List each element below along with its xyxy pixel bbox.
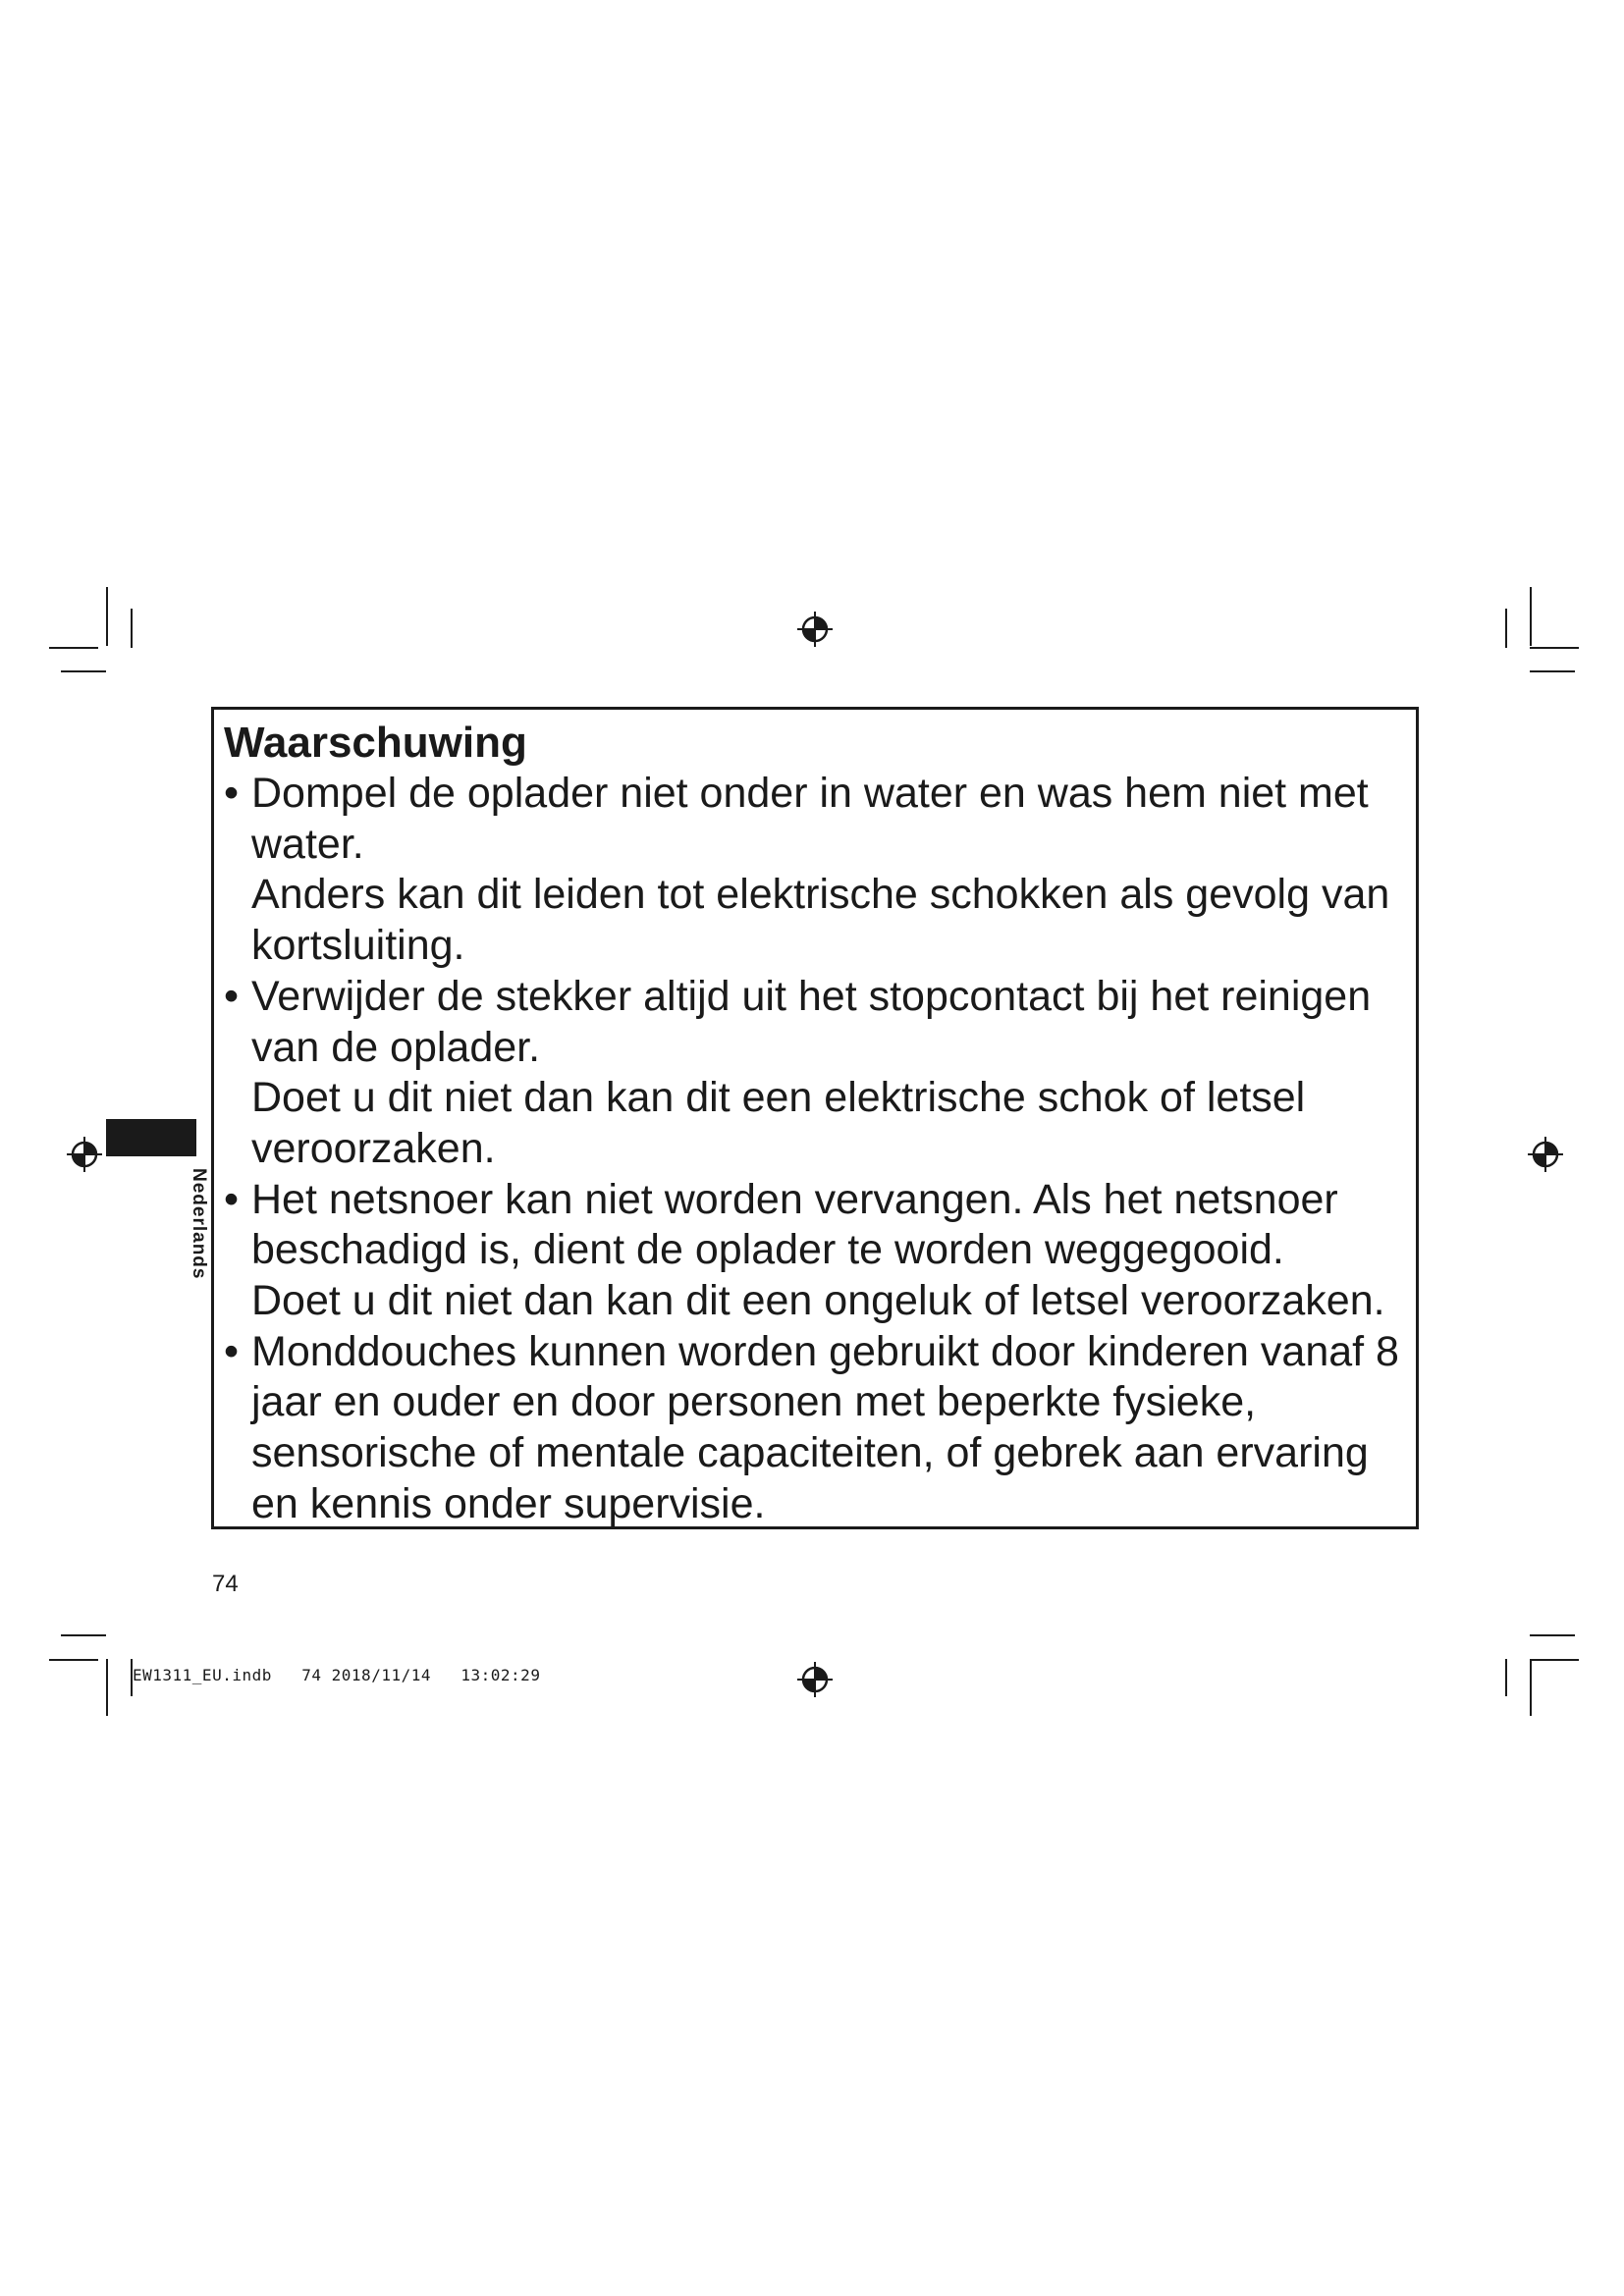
warning-detail: Doet u dit niet dan kan dit een elektrische schok of letsel veroorzaken. [251, 1074, 1306, 1172]
warning-text: Dompel de oplader niet onder in water en was hem niet met water. [251, 770, 1369, 868]
crop-mark [49, 1659, 98, 1661]
warning-item [224, 769, 1404, 972]
warning-item [224, 972, 1404, 1175]
bullet-icon: • [224, 972, 240, 1020]
print-slug: EW1311_EU.indb 74 2018/11/14 13:02:29 [133, 1666, 541, 1684]
crop-mark [1530, 1659, 1532, 1716]
crop-mark [1530, 1659, 1579, 1661]
warning-list [224, 769, 1404, 1530]
registration-mark-icon [67, 1137, 102, 1172]
crop-mark [1530, 587, 1532, 646]
warning-text: Het netsnoer kan niet worden vervangen. Als het netsnoer beschadigd is, dient de oplader te worden weggegooid. [251, 1175, 1338, 1274]
crop-mark [1530, 647, 1579, 649]
warning-detail: Doet u dit niet dan kan dit een ongeluk of letsel veroorzaken. [251, 1277, 1385, 1325]
crop-mark [49, 647, 98, 649]
registration-mark-icon [797, 612, 833, 647]
warning-title: Waarschuwing [224, 719, 527, 767]
crop-mark [131, 609, 133, 648]
bullet-icon: • [224, 1175, 240, 1223]
crop-mark [61, 670, 106, 672]
registration-mark-icon [797, 1662, 833, 1697]
crop-mark [106, 587, 108, 646]
warning-item [224, 1327, 1404, 1530]
warning-item [224, 1175, 1404, 1327]
bullet-icon: • [224, 1327, 240, 1375]
bullet-icon: • [224, 770, 240, 817]
warning-box [211, 707, 1419, 1529]
crop-mark [1530, 1634, 1575, 1636]
registration-mark-icon [1528, 1137, 1563, 1172]
warning-text: Monddouches kunnen worden gebruikt door kinderen vanaf 8 jaar en ouder en door personen met beperkte fysieke, sensorische of mentale capaciteiten, of gebrek aan ervaring en kennis onder supervisie. [251, 1327, 1399, 1527]
crop-mark [61, 1634, 106, 1636]
crop-mark [1505, 1659, 1507, 1696]
warning-detail: Anders kan dit leiden tot elektrische schokken als gevolg van kortsluiting. [251, 871, 1390, 970]
page-number: 74 [212, 1571, 239, 1597]
language-tab [106, 1119, 196, 1156]
language-label: Nederlands [189, 1168, 209, 1280]
crop-mark [1505, 609, 1507, 648]
crop-mark [1530, 670, 1575, 672]
crop-mark [106, 1659, 108, 1716]
warning-text: Verwijder de stekker altijd uit het stopcontact bij het reinigen van de oplader. [251, 972, 1372, 1071]
